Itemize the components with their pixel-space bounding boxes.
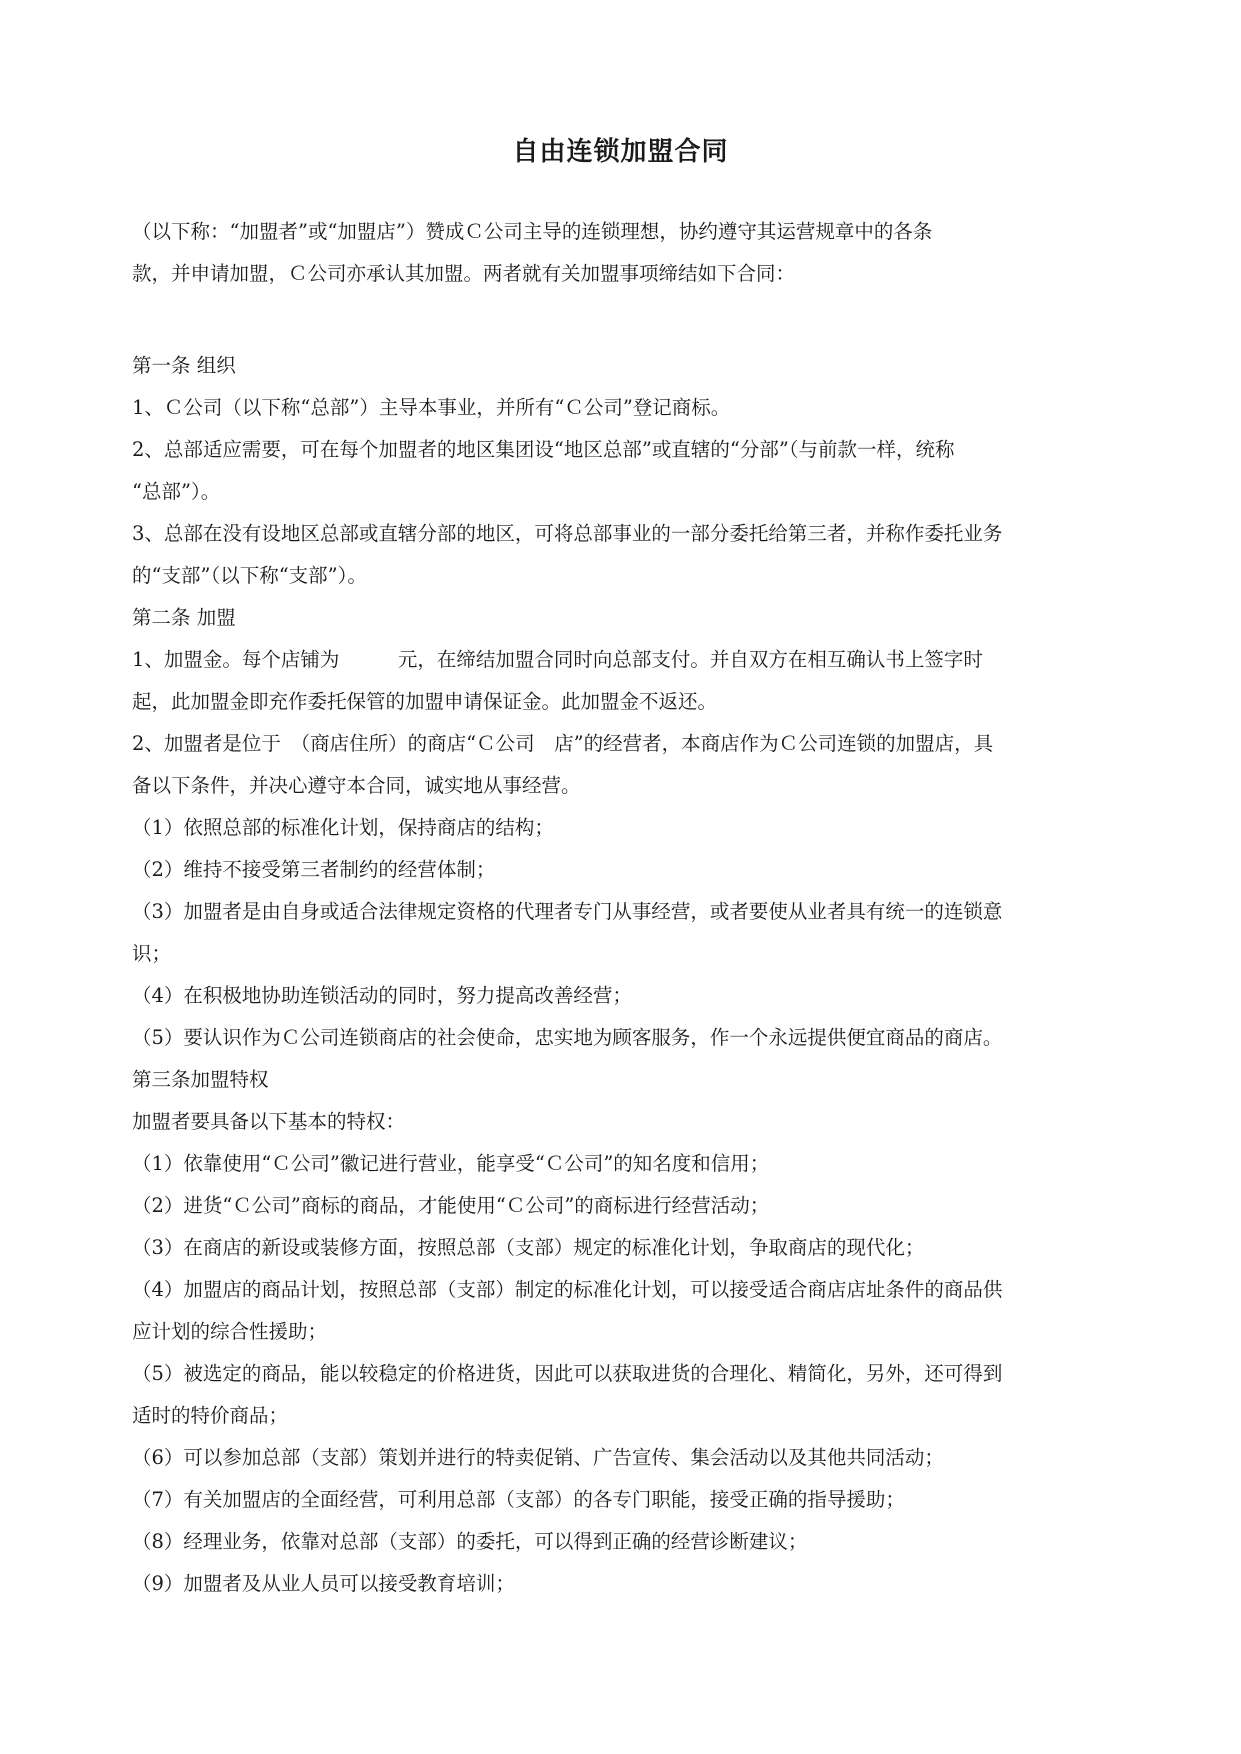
- paragraph-gap: [132, 295, 1112, 345]
- preamble-line: （以下称：“加盟者”或“加盟店”）赞成Ｃ公司主导的连锁理想，协约遵守其运营规章中的各条: [132, 220, 933, 243]
- article-2-line: （4）在积极地协助连锁活动的同时，努力提高改善经营；: [132, 984, 632, 1007]
- article-1-line: 1、Ｃ公司（以下称“总部”）主导本事业，并所有“Ｃ公司”登记商标。: [132, 396, 731, 419]
- article-3-heading: 第三条加盟特权: [132, 1068, 269, 1091]
- article-3-line: （9）加盟者及从业人员可以接受教育培训；: [132, 1572, 515, 1595]
- article-3-line: （4）加盟店的商品计划，按照总部（支部）制定的标准化计划，可以接受适合商店店址条件的商品供: [132, 1278, 1003, 1301]
- article-2-line: （1）依照总部的标准化计划，保持商店的结构；: [132, 816, 554, 839]
- article-3-intro: 加盟者要具备以下基本的特权：: [132, 1110, 406, 1133]
- article-2-line: （2）维持不接受第三者制约的经营体制；: [132, 858, 496, 881]
- article-3-line: （7）有关加盟店的全面经营，可利用总部（支部）的各专门职能，接受正确的指导援助；: [132, 1488, 905, 1511]
- document-body: [132, 211, 1112, 1605]
- article-2-heading: 第二条 加盟: [132, 606, 236, 629]
- preamble-line: 款，并申请加盟，Ｃ公司亦承认其加盟。两者就有关加盟事项缔结如下合同：: [132, 262, 796, 285]
- article-3-line: （1）依靠使用“Ｃ公司”徽记进行营业，能享受“Ｃ公司”的知名度和信用；: [132, 1152, 770, 1175]
- article-1-line: 2、总部适应需要，可在每个加盟者的地区集团设“地区总部”或直辖的“分部”（与前款一样，统称: [132, 438, 955, 461]
- article-3-line: （3）在商店的新设或装修方面，按照总部（支部）规定的标准化计划，争取商店的现代化；: [132, 1236, 925, 1259]
- article-3-line: 适时的特价商品；: [132, 1404, 289, 1427]
- article-1-heading: 第一条 组织: [132, 354, 236, 377]
- article-1-line: 3、总部在没有设地区总部或直辖分部的地区，可将总部事业的一部分委托给第三者，并称作委托业务: [132, 522, 1003, 545]
- article-1-line: 的“支部”（以下称“支部”）。: [132, 564, 367, 587]
- article-2-line: 1、加盟金。每个店铺为 元，在缔结加盟合同时向总部支付。并自双方在相互确认书上签字时: [132, 648, 983, 671]
- document-title: 自由连锁加盟合同: [512, 137, 729, 167]
- article-2-line: 起，此加盟金即充作委托保管的加盟申请保证金。此加盟金不返还。: [132, 690, 718, 713]
- article-2-line: 2、加盟者是位于 （商店住所）的商店“Ｃ公司 店”的经营者，本商店作为Ｃ公司连锁的加盟店，具: [132, 732, 994, 755]
- article-3-line: （6）可以参加总部（支部）策划并进行的特卖促销、广告宣传、集会活动以及其他共同活动；: [132, 1446, 944, 1469]
- article-3-line: （8）经理业务，依靠对总部（支部）的委托，可以得到正确的经营诊断建议；: [132, 1530, 808, 1553]
- article-3-line: （2）进货“Ｃ公司”商标的商品，才能使用“Ｃ公司”的商标进行经营活动；: [132, 1194, 770, 1217]
- article-2-line: （5）要认识作为Ｃ公司连锁商店的社会使命，忠实地为顾客服务，作一个永远提供便宜商品的商店。: [132, 1026, 1003, 1049]
- article-2-line: 备以下条件，并决心遵守本合同，诚实地从事经营。: [132, 774, 581, 797]
- article-2-line: 识；: [132, 942, 172, 965]
- article-3-line: （5）被选定的商品，能以较稳定的价格进货，因此可以获取进货的合理化、精简化，另外，还可得到: [132, 1362, 1003, 1385]
- article-2-line: （3）加盟者是由自身或适合法律规定资格的代理者专门从事经营，或者要使从业者具有统一的连锁意: [132, 900, 1003, 923]
- article-1-line: “总部”）。: [132, 480, 221, 503]
- article-3-line: 应计划的综合性援助；: [132, 1320, 328, 1343]
